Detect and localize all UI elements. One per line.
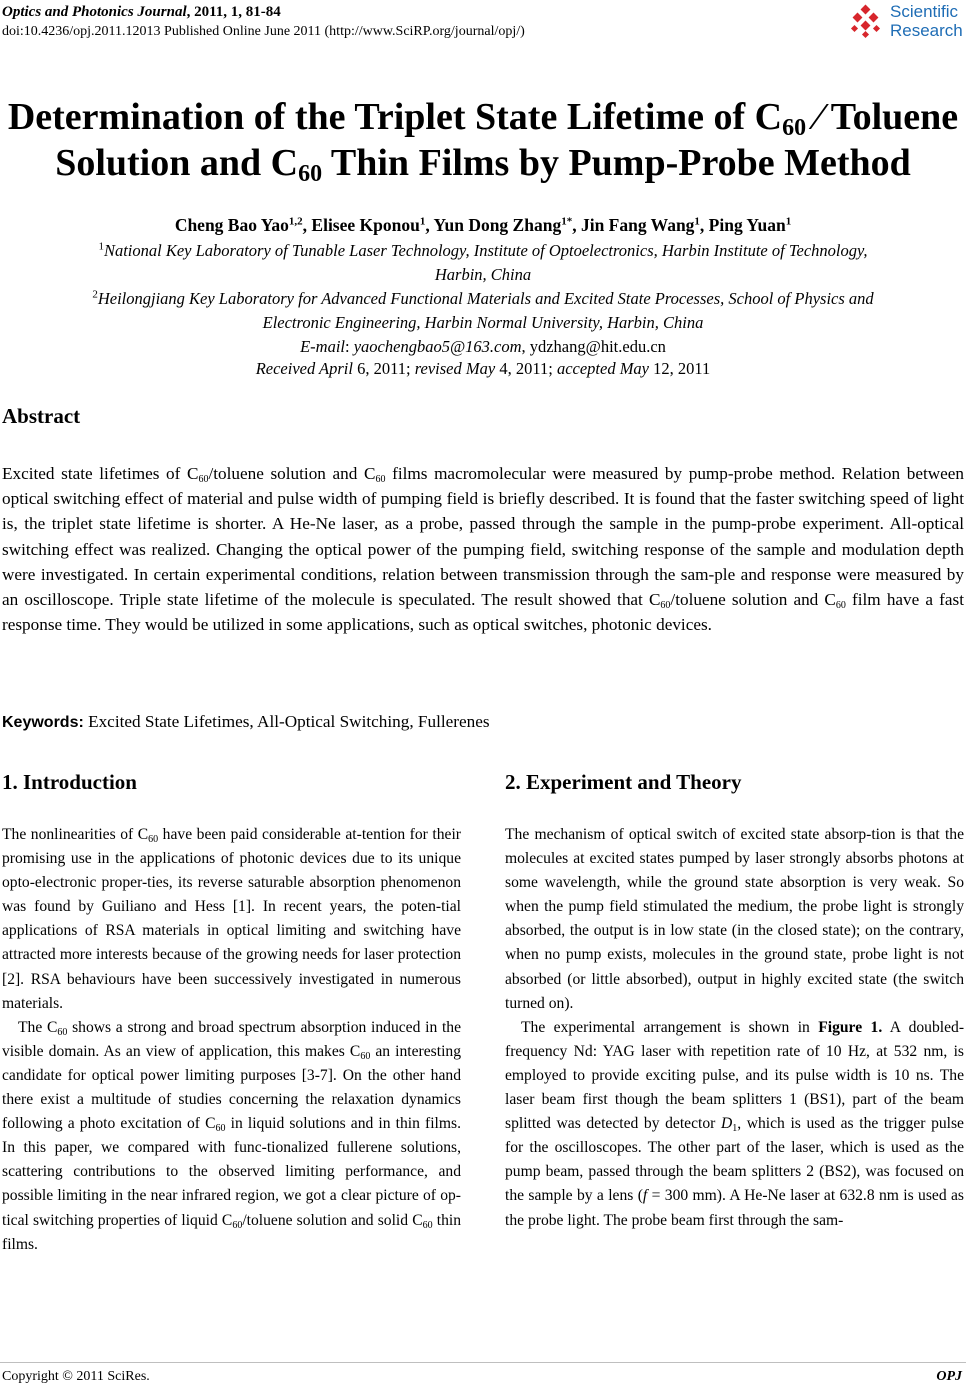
subscript: 60	[375, 474, 386, 485]
paragraph	[2, 823, 461, 1016]
abstract-body	[2, 461, 964, 637]
keywords-label: Keywords:	[2, 714, 84, 731]
logo-line-1: Scientific	[890, 2, 959, 21]
paragraph	[2, 1016, 461, 1257]
affiliation-1	[0, 240, 966, 262]
title-subscript: 60	[298, 161, 323, 187]
keywords-text: Excited State Lifetimes, All-Optical Switching, Fullerenes	[83, 712, 490, 731]
detector-symbol: D	[720, 1115, 733, 1133]
body-text: an interesting candidate for optical power limiting purposes [3-7]. On the other hand there exist a multitude of studies concerning the relaxation dynamics following a photo excitation of C	[2, 1042, 461, 1133]
figure-reference: Figure 1.	[818, 1018, 883, 1036]
doi-line: doi:10.4236/opj.2011.12013 Published Online June 2011 (http://www.SciRP.org/journal/opj/)	[2, 24, 525, 39]
author-name: , Elisee Kponou	[302, 215, 420, 235]
running-header	[2, 2, 525, 42]
subscript: 60	[422, 1219, 433, 1231]
subscript: 60	[660, 600, 671, 612]
affiliation-2	[0, 288, 966, 310]
paper-title	[0, 94, 966, 186]
author-affiliation-mark: 1	[785, 215, 792, 228]
revised-date: 4, 2011;	[495, 359, 557, 378]
keywords-line	[2, 712, 490, 732]
abstract-text: Excited state lifetimes of C	[2, 464, 199, 483]
body-text: The nonlinearities of C	[2, 826, 149, 843]
body-text: /toluene solution and solid C	[242, 1211, 423, 1229]
author-list	[0, 214, 966, 236]
title-text: Determination of the Triplet State Lifetime of C	[7, 96, 783, 138]
received-label: Received April	[255, 359, 353, 378]
author-affiliation-mark: 1	[419, 215, 426, 228]
affiliation-number: 1	[98, 240, 104, 253]
dates-line	[0, 358, 966, 380]
body-text: The C	[18, 1018, 58, 1036]
affiliation-text: National Key Laboratory of Tunable Laser Technology, Institute of Optoelectronics, Harbin Institute of Technology,	[103, 241, 868, 260]
title-text: Solution and C	[55, 142, 299, 184]
logo-line-2: Research	[890, 21, 963, 40]
abstract-heading: Abstract	[2, 404, 81, 428]
subscript: 1	[732, 1123, 738, 1135]
footer-divider	[0, 1362, 966, 1363]
author-affiliation-mark: 1*	[561, 215, 573, 228]
body-text: A doubled-frequency Nd: YAG laser with repetition rate of 10 Hz, at 532 nm, is employed to provide exciting pulse, and its pulse width is 10 ns. The laser beam first though the beam splitters 1 (BS1), part of the beam splitted was detected by detector	[505, 1018, 965, 1133]
section-heading-introduction: 1. Introduction	[2, 770, 137, 794]
subscript: 60	[835, 600, 846, 612]
journal-citation	[2, 2, 525, 22]
accepted-date: 12, 2011	[649, 359, 711, 378]
subscript: 60	[360, 1050, 371, 1062]
author-affiliation-mark: 1	[694, 215, 700, 228]
copyright-notice: Copyright © 2011 SciRes.	[2, 1369, 150, 1384]
abstract-text: /toluene solution and C	[670, 590, 836, 610]
email-address: yaochengbao5@163.com	[353, 337, 522, 356]
affiliation-text: Heilongjiang Key Laboratory for Advanced Functional Materials and Excited State Processes, School of Physics and	[97, 289, 874, 308]
subscript: 60	[198, 474, 209, 485]
scirp-logo-icon	[848, 4, 884, 40]
journal-name: Optics and Photonics Journal	[2, 4, 187, 20]
abstract-text: films macromolecular were measured by pump-probe method. Relation between optical switching effect of material and pulse width of pumping field is briefly described. It is found that the faster switching speed of light is, the triplet state lifetime is shorter. A He-Ne laser, as a probe, passed through the sample in the pump-probe experiment. All-optical switching effect was realized. Changing the optical power of the pumping field, switching response of the sample and modulation depth were investigated. In certain experimental conditions, relation between transmission through the sam-ple and response were measured by an oscilloscope. Triple state lifetime of the molecule is speculated. The result showed that C	[2, 464, 964, 610]
accepted-label: accepted May	[556, 359, 650, 378]
email-label: E-mail	[300, 337, 345, 356]
body-text: shows a strong and broad spectrum absorption induced in the visible domain. As an view of application, this makes C	[2, 1018, 462, 1060]
affiliation-2-cont: Electronic Engineering, Harbin Normal University, Harbin, China	[262, 313, 704, 332]
body-text: in liquid solutions and in thin films. In this paper, we compared with func-tionalized fullerene solutions, scattering contributions to the observed limiting performance, and possible limiting in the near infrared region, we got a clear picture of op-tical switching properties of liquid C	[2, 1115, 461, 1229]
title-text: Thin Films by Pump-Probe Method	[322, 142, 911, 184]
affiliation-number: 2	[92, 288, 98, 301]
volume-info: , 2011, 1, 81-84	[186, 4, 281, 20]
focal-length-symbol: f	[642, 1187, 648, 1205]
title-line-1	[0, 94, 966, 140]
subscript: 60	[232, 1219, 243, 1231]
title-text: ⁄ Toluene	[806, 96, 959, 138]
author-affiliation-mark: 1,2	[288, 215, 303, 228]
left-column	[2, 823, 461, 1257]
abstract-text: film have a fast response time. They would be utilized in some applications, such as optical switches, photonic devices.	[2, 590, 964, 635]
subscript: 60	[57, 1026, 68, 1038]
email-address: , ydzhang@hit.edu.cn	[521, 337, 666, 356]
subscript: 60	[148, 834, 159, 845]
body-text: , which is used as the trigger pulse for the oscilloscopes. The other part of the laser, which is used as the pump beam, passed through the beam splitters 2 (BS2), was focused on the sample by a lens (	[505, 1115, 964, 1205]
abstract-text: /toluene solution and C	[208, 464, 376, 483]
logo-text	[890, 2, 963, 40]
paragraph	[505, 1016, 964, 1233]
affiliation-1-cont: Harbin, China	[434, 265, 532, 284]
body-text: = 300 mm). A He-Ne laser at 632.8 nm is used as the probe light. The probe beam first through the sam-	[505, 1187, 964, 1229]
received-date: 6, 2011;	[352, 359, 415, 378]
revised-label: revised May	[414, 359, 496, 378]
body-text: The experimental arrangement is shown in	[521, 1018, 819, 1036]
author-name: Cheng Bao Yao	[174, 215, 289, 235]
title-line-2	[0, 140, 966, 186]
section-heading-experiment: 2. Experiment and Theory	[505, 770, 742, 794]
email-line: E-mail: yaochengbao5@163.com, ydzhang@hit.edu.cn	[300, 337, 666, 356]
journal-abbreviation: OPJ	[936, 1369, 962, 1384]
author-name: , Jin Fang Wang	[572, 215, 695, 235]
right-column	[505, 823, 964, 1233]
author-name: , Yun Dong Zhang	[425, 215, 562, 235]
publisher-logo	[848, 2, 966, 44]
author-name: , Ping Yuan	[699, 215, 786, 235]
paragraph: The mechanism of optical switch of excited state absorp-tion is that the molecules at excited states pumped by laser strongly absorbs photons at some wavelength, while the ground state absorption is very weak. So when the pump field stimulated the medium, the probe light is strongly absorbed, the output is in low state (in the closed state); on the contrary, when no pump exists, molecules in the ground state, probe light is not absorbed (or little absorbed), output in highly excited state (the switch turned on).	[505, 826, 964, 1012]
body-text: have been paid considerable at-tention for their promising use in the applications of photonic devices due to its unique opto-electronic proper-ties, its reverse saturable absorption phenomenon was found by Guiliano and Hess [1]. In recent years, the poten-tial applications of RSA materials in optical limiting and switching have attracted more interests because of the growing needs for laser protection [2]. RSA behaviours have been successively investigated in numerous materials.	[2, 826, 461, 1012]
body-text: thin films.	[2, 1211, 461, 1253]
subscript: 60	[215, 1123, 226, 1135]
title-subscript: 60	[782, 115, 807, 141]
